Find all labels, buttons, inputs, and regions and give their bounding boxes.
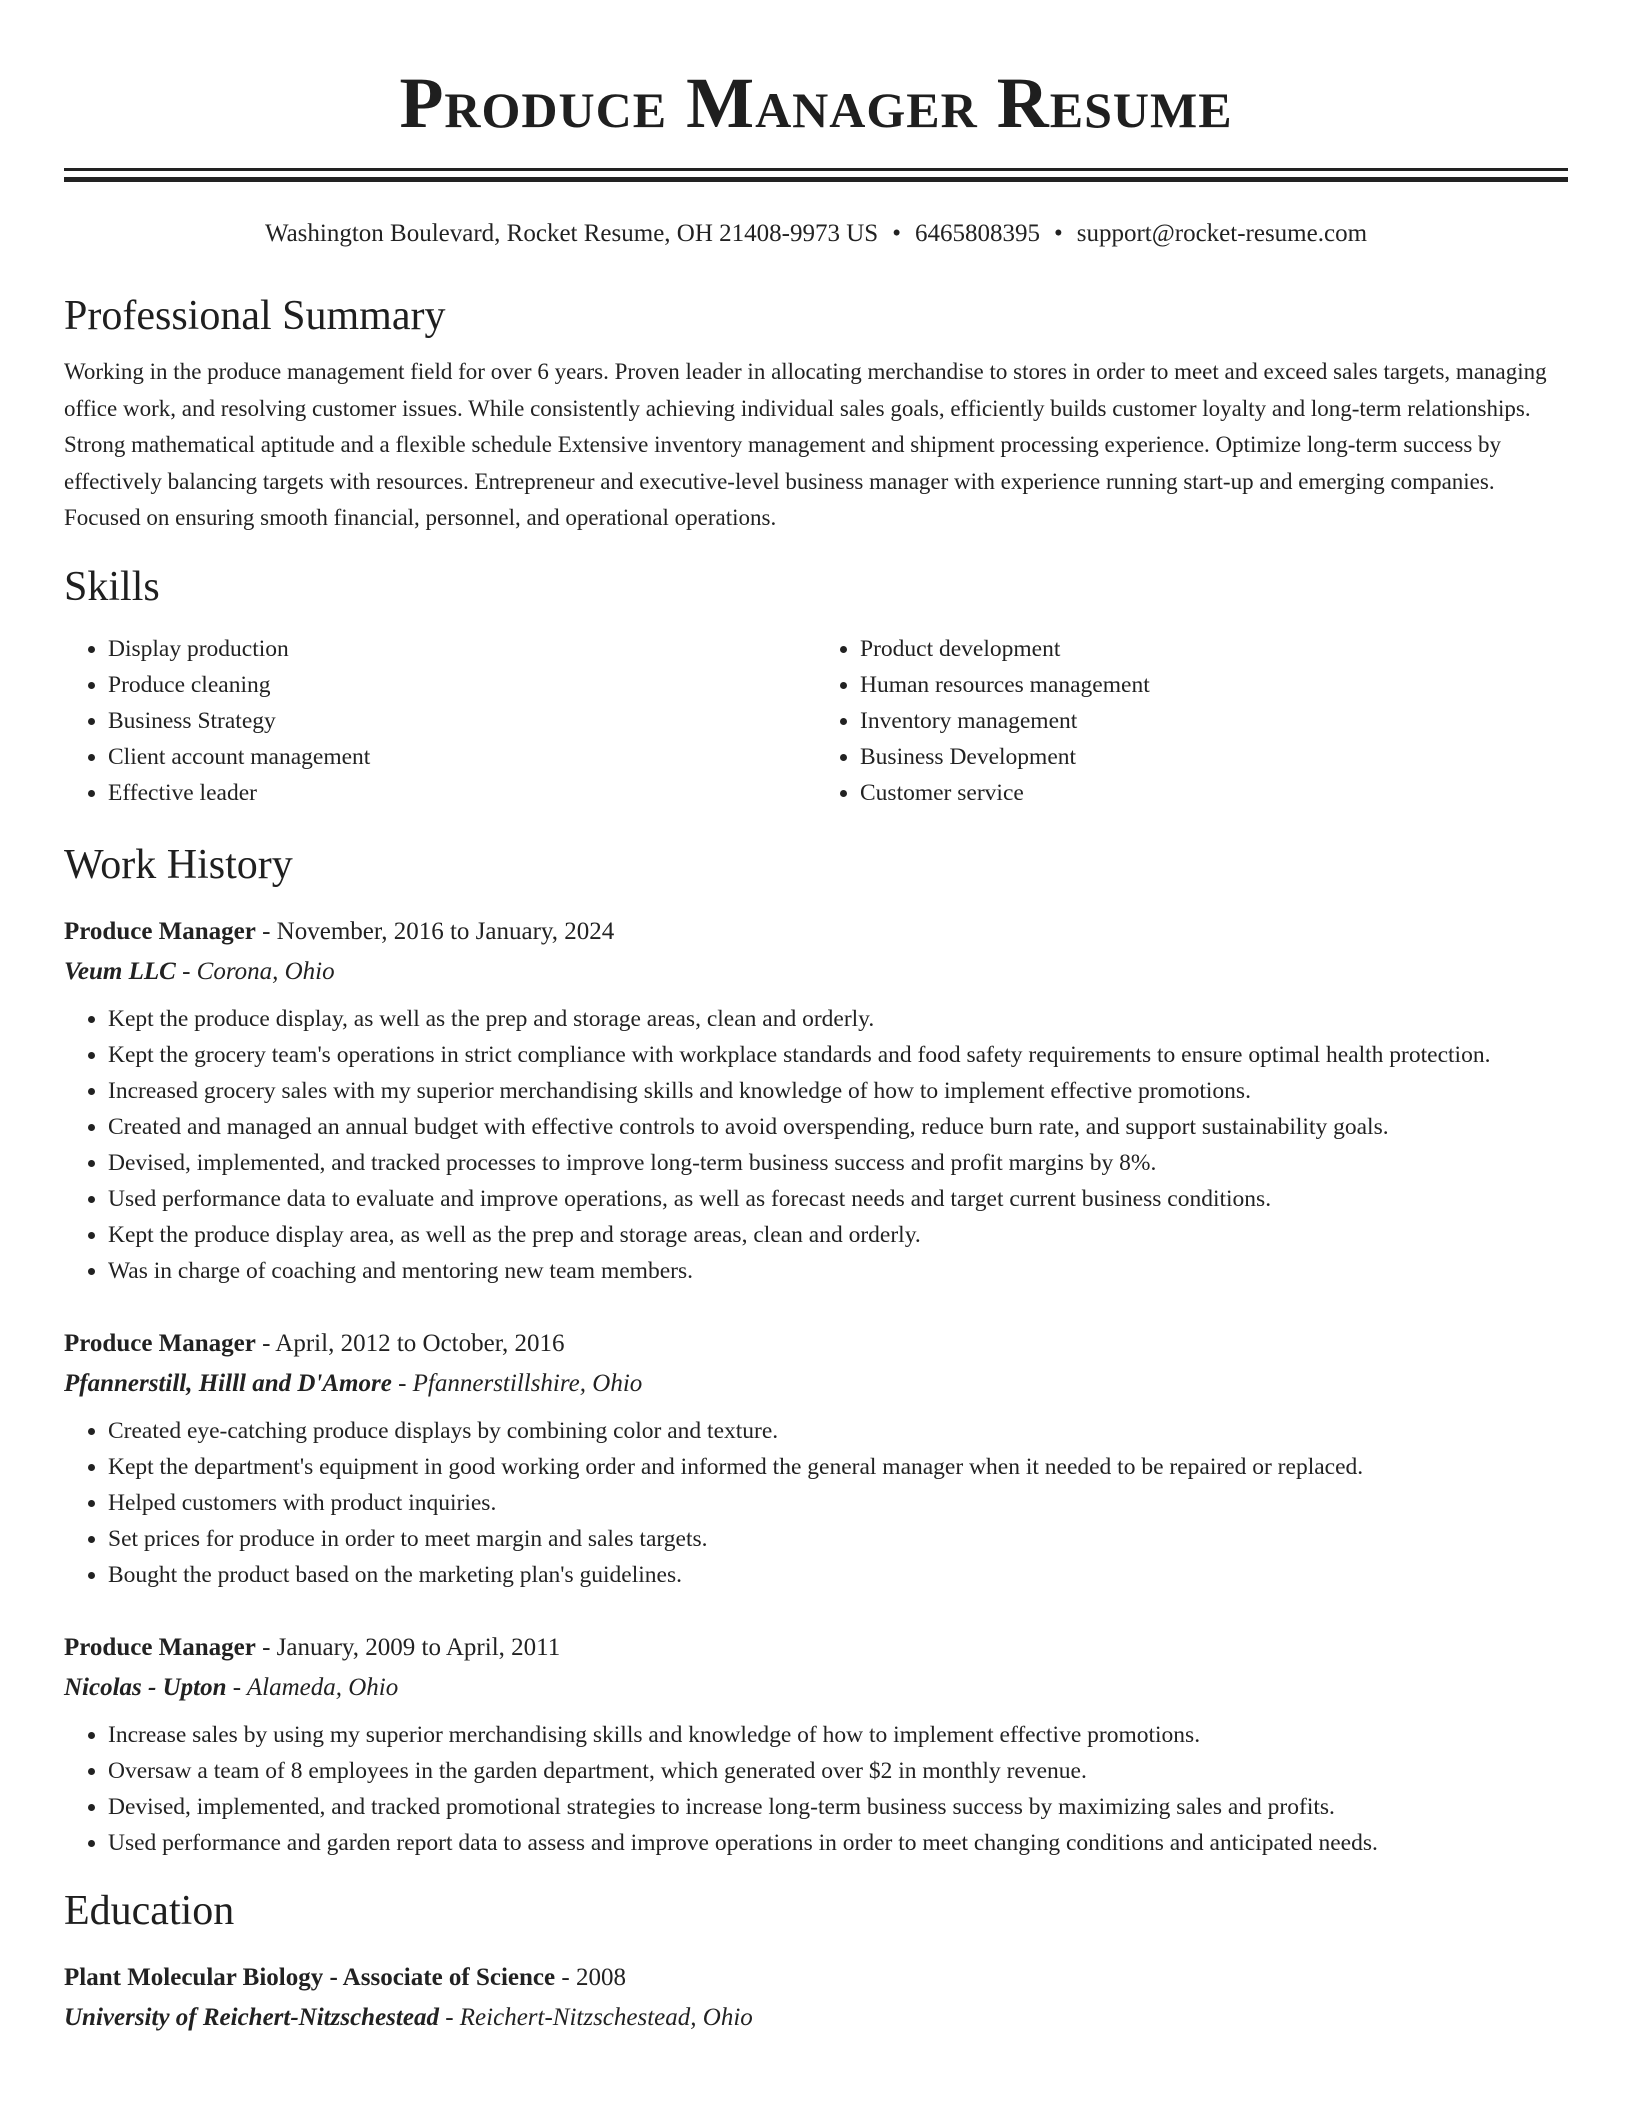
skills-section: [64, 561, 1568, 811]
duty-item: • Increase sales by using my superior merchandising skills and knowledge of how to implement effective promotions.: [108, 1717, 1568, 1753]
job-header: [64, 1327, 1568, 1361]
duty-item: • Kept the grocery team's operations in strict compliance with workplace standards and food safety requirements to ensure optimal health protection.: [108, 1037, 1568, 1073]
work-history-section: [64, 839, 1568, 1861]
skill-item: • Produce cleaning: [108, 667, 816, 703]
job-entry: [64, 1631, 1568, 1861]
job-company-line: [64, 1367, 1568, 1401]
skill-item: • Customer service: [860, 775, 1568, 811]
education-section: [64, 1885, 1568, 2035]
duty-item: • Oversaw a team of 8 employees in the garden department, which generated over $2 in monthly revenue.: [108, 1753, 1568, 1789]
job-dates: - April, 2012 to October, 2016: [255, 1329, 565, 1357]
summary-section: [64, 290, 1568, 537]
contact-address: Washington Boulevard, Rocket Resume, OH 21408-9973 US: [264, 220, 879, 247]
skill-item: • Business Development: [860, 739, 1568, 775]
education-location: - Reichert-Nitzschestead, Ohio: [438, 2003, 753, 2031]
contact-separator: •: [1053, 220, 1063, 247]
duty-item: • Was in charge of coaching and mentoring new team members.: [108, 1253, 1568, 1289]
job-title: Produce Manager: [64, 917, 256, 945]
education-heading: Education: [64, 1887, 235, 1934]
summary-text: Working in the produce management field for over 6 years. Proven leader in allocating merchandise to stores in order to meet and exceed sales targets, managing office work, and resolving customer issues. While consistently achieving individual sales goals, efficiently builds customer loyalty and long-term relationships. Strong mathematical aptitude and a flexible schedule Extensive inventory management and shipment processing experience. Optimize long-term success by effectively balancing targets with resources. Entrepreneur and executive-level business manager with experience running start-up and emerging companies. Focused on ensuring smooth financial, personnel, and operational operations.: [64, 359, 1547, 530]
skills-heading: Skills: [64, 563, 160, 610]
skill-item: • Business Strategy: [108, 703, 816, 739]
job-title: Produce Manager: [64, 1633, 256, 1661]
education-school: University of Reichert-Nitzschestead: [64, 2003, 439, 2031]
skill-item: • Product development: [860, 631, 1568, 667]
duty-item: • Kept the produce display area, as well as the prep and storage areas, clean and orderly.: [108, 1217, 1568, 1253]
job-location: - Pfannerstillshire, Ohio: [391, 1369, 643, 1397]
title-rule-top: [64, 168, 1568, 171]
skill-item: • Human resources management: [860, 667, 1568, 703]
skills-left-list: [64, 631, 816, 811]
duty-item: • Used performance data to evaluate and improve operations, as well as forecast needs and target current business conditions.: [108, 1181, 1568, 1217]
education-school-line: [64, 2001, 1568, 2035]
duty-item: • Devised, implemented, and tracked processes to improve long-term business success and profit margins by 8%.: [108, 1145, 1568, 1181]
job-location: - Alameda, Ohio: [226, 1673, 399, 1701]
skills-right-list: [816, 631, 1568, 811]
page-title: Produce Manager Resume: [399, 63, 1233, 143]
title-rule-bottom: [64, 177, 1568, 182]
job-entry: [64, 915, 1568, 1289]
education-year: - 2008: [555, 1963, 626, 1991]
duty-item: • Helped customers with product inquiries.: [108, 1485, 1568, 1521]
duty-item: • Used performance and garden report data to assess and improve operations in order to meet changing conditions and anticipated needs.: [108, 1825, 1568, 1861]
job-dates: - November, 2016 to January, 2024: [255, 917, 615, 945]
duty-item: • Increased grocery sales with my superior merchandising skills and knowledge of how to implement effective promotions.: [108, 1073, 1568, 1109]
duty-item: • Created eye-catching produce displays by combining color and texture.: [108, 1413, 1568, 1449]
job-dates: - January, 2009 to April, 2011: [255, 1633, 561, 1661]
contact-line: [64, 218, 1568, 250]
skill-item: • Display production: [108, 631, 816, 667]
job-company-line: [64, 1671, 1568, 1705]
job-company: Pfannerstill, Hilll and D'Amore: [64, 1369, 392, 1397]
job-title: Produce Manager: [64, 1329, 256, 1357]
contact-phone: 6465808395: [914, 220, 1040, 247]
skills-columns: [64, 631, 1568, 811]
duty-item: • Created and managed an annual budget with effective controls to avoid overspending, reduce burn rate, and support sustainability goals.: [108, 1109, 1568, 1145]
job-header: [64, 1631, 1568, 1665]
skill-item: • Client account management: [108, 739, 816, 775]
job-duties: [64, 1717, 1568, 1861]
work-history-heading: Work History: [64, 841, 293, 888]
education-header: [64, 1961, 1568, 1995]
duty-item: • Kept the department's equipment in good working order and informed the general manager when it needed to be repaired or replaced.: [108, 1449, 1568, 1485]
education-degree: Plant Molecular Biology - Associate of Science: [64, 1963, 556, 1991]
duty-item: • Bought the product based on the marketing plan's guidelines.: [108, 1557, 1568, 1593]
job-company-line: [64, 955, 1568, 989]
summary-heading: Professional Summary: [64, 293, 446, 339]
contact-separator: •: [892, 220, 901, 247]
job-company: Nicolas - Upton: [64, 1673, 227, 1701]
duty-item: • Set prices for produce in order to meet margin and sales targets.: [108, 1521, 1568, 1557]
job-duties: [64, 1001, 1568, 1289]
duty-item: • Kept the produce display, as well as the prep and storage areas, clean and orderly.: [108, 1001, 1568, 1037]
job-entry: [64, 1327, 1568, 1593]
education-entry: [64, 1961, 1568, 2035]
job-company: Veum LLC: [64, 957, 176, 985]
skill-item: • Inventory management: [860, 703, 1568, 739]
job-header: [64, 915, 1568, 949]
job-duties: [64, 1413, 1568, 1593]
job-location: - Corona, Ohio: [175, 957, 335, 985]
contact-email: support@rocket-resume.com: [1076, 220, 1368, 247]
duty-item: • Devised, implemented, and tracked promotional strategies to increase long-term business success by maximizing sales and profits.: [108, 1789, 1568, 1825]
skill-item: • Effective leader: [108, 775, 816, 811]
